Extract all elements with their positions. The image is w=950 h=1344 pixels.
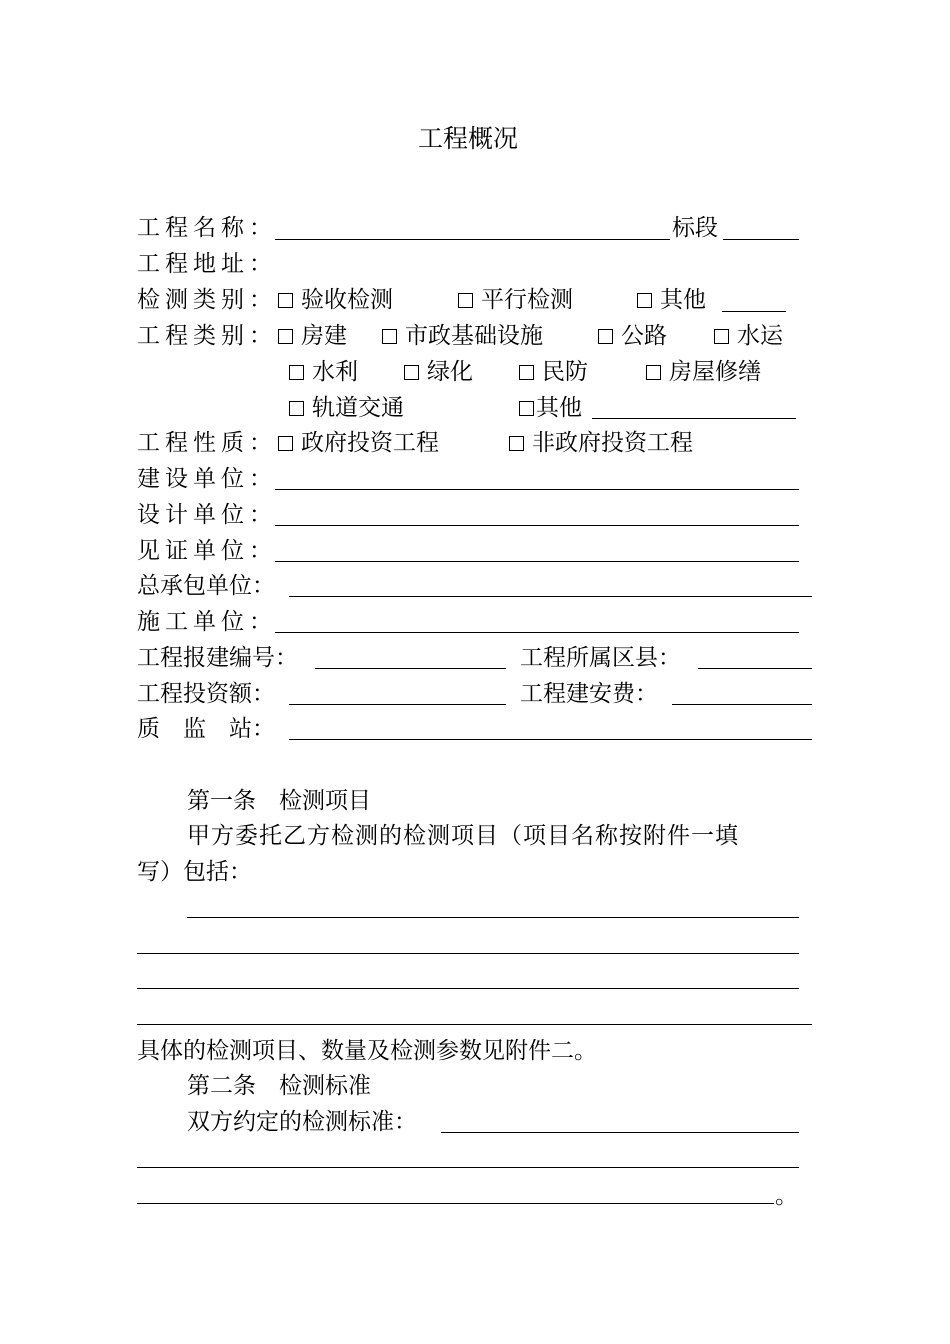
option-government-investment[interactable]: 政府投资工程 — [278, 428, 439, 458]
option-civil-defense[interactable]: 民防 — [519, 357, 588, 387]
option-acceptance-test[interactable]: 验收检测 — [278, 285, 393, 315]
general-contractor-field[interactable] — [289, 596, 812, 597]
checkbox-icon[interactable] — [382, 329, 397, 344]
option-housing[interactable]: 房建 — [278, 321, 347, 351]
label-project-category: 工程类别： — [137, 323, 277, 349]
label-construction-unit: 建设单位： — [137, 466, 277, 492]
label-project-name: 工程名称： — [137, 215, 277, 241]
checkbox-icon[interactable] — [404, 365, 419, 380]
install-fee-field[interactable] — [672, 704, 812, 705]
label-general-contractor: 总承包单位： — [137, 573, 275, 599]
page-title: 工程概况 — [418, 124, 519, 153]
article1-heading: 第一条 检测项目 — [187, 788, 371, 814]
article1-text-line1: 甲方委托乙方检测的检测项目（项目名称按附件一填 — [187, 823, 739, 849]
label-install-fee: 工程建安费： — [520, 681, 658, 707]
checkbox-icon[interactable] — [646, 365, 661, 380]
checkbox-icon[interactable] — [278, 329, 293, 344]
checkbox-icon[interactable] — [714, 329, 729, 344]
checkbox-icon[interactable] — [519, 401, 534, 416]
label-design-unit: 设计单位： — [137, 502, 277, 528]
label-project-nature: 工程性质： — [137, 430, 277, 456]
option-water-conservancy[interactable]: 水利 — [289, 357, 358, 387]
label-builder-unit: 施工单位： — [137, 609, 277, 635]
label-test-category: 检测类别： — [137, 287, 277, 313]
design-unit-field[interactable] — [275, 525, 799, 526]
test-items-line-4[interactable] — [137, 1024, 812, 1025]
section-field[interactable] — [723, 239, 799, 240]
label-quality-station: 质 监 站： — [137, 716, 275, 742]
checkbox-icon[interactable] — [278, 293, 293, 308]
option-test-other[interactable]: 其他 — [637, 285, 706, 315]
label-report-no: 工程报建编号： — [137, 645, 298, 671]
option-municipal[interactable]: 市政基础设施 — [382, 321, 543, 351]
option-rail-transit[interactable]: 轨道交通 — [289, 393, 404, 423]
construction-unit-field[interactable] — [275, 489, 799, 490]
project-other-field[interactable] — [592, 418, 796, 419]
checkbox-icon[interactable] — [289, 365, 304, 380]
label-district: 工程所属区县： — [520, 645, 681, 671]
builder-unit-field[interactable] — [275, 632, 799, 633]
article1-footer: 具体的检测项目、数量及检测参数见附件二。 — [137, 1038, 597, 1064]
witness-unit-field[interactable] — [275, 561, 799, 562]
investment-field[interactable] — [289, 704, 506, 705]
standards-field-3[interactable] — [137, 1203, 774, 1204]
article1-text-line2: 写）包括： — [137, 859, 252, 885]
article2-end-mark: 。 — [775, 1183, 798, 1209]
label-witness-unit: 见证单位： — [137, 538, 277, 564]
checkbox-icon[interactable] — [458, 293, 473, 308]
option-project-other[interactable]: 其他 — [519, 393, 582, 423]
article2-text-line1: 双方约定的检测标准： — [187, 1109, 417, 1135]
test-items-line-2[interactable] — [137, 953, 799, 954]
district-field[interactable] — [698, 668, 812, 669]
standards-field-2[interactable] — [137, 1167, 799, 1168]
report-no-field[interactable] — [315, 668, 506, 669]
label-investment: 工程投资额： — [137, 681, 275, 707]
option-highway[interactable]: 公路 — [598, 321, 667, 351]
quality-station-field[interactable] — [289, 739, 812, 740]
label-project-address: 工程地址： — [137, 251, 277, 277]
test-items-line-3[interactable] — [137, 988, 799, 989]
checkbox-icon[interactable] — [289, 401, 304, 416]
option-parallel-test[interactable]: 平行检测 — [458, 285, 573, 315]
project-name-field[interactable] — [275, 239, 670, 240]
checkbox-icon[interactable] — [519, 365, 534, 380]
option-non-government-investment[interactable]: 非政府投资工程 — [509, 428, 693, 458]
option-greening[interactable]: 绿化 — [404, 357, 473, 387]
checkbox-icon[interactable] — [278, 436, 293, 451]
article2-heading: 第二条 检测标准 — [187, 1073, 371, 1099]
test-other-field[interactable] — [722, 311, 786, 312]
option-waterway[interactable]: 水运 — [714, 321, 783, 351]
checkbox-icon[interactable] — [598, 329, 613, 344]
option-house-repair[interactable]: 房屋修缮 — [646, 357, 761, 387]
checkbox-icon[interactable] — [637, 293, 652, 308]
checkbox-icon[interactable] — [509, 436, 524, 451]
standards-field-1[interactable] — [441, 1132, 799, 1133]
label-section: 标段 — [672, 215, 718, 241]
test-items-line-1[interactable] — [187, 917, 799, 918]
